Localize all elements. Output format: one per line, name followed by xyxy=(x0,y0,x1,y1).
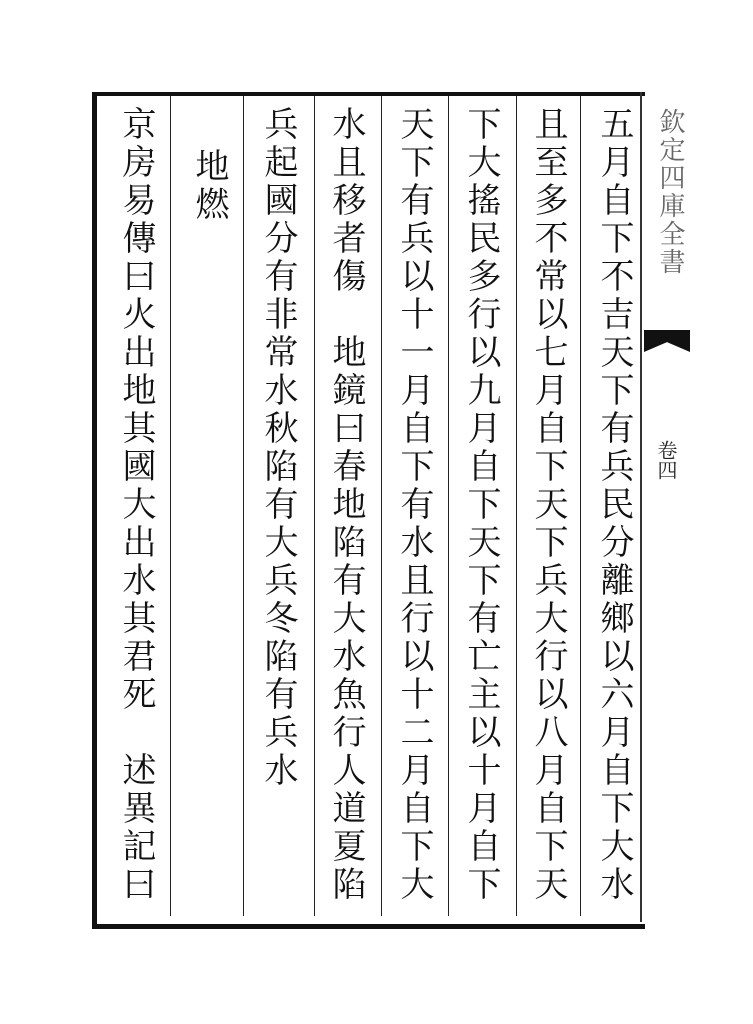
text-column-5: 水且移者傷 地鏡曰春地陷有大水魚行人道夏陷 xyxy=(326,106,366,904)
column-rule xyxy=(314,96,315,916)
column-rule xyxy=(170,96,171,916)
column-rule xyxy=(243,96,244,916)
column-rule xyxy=(381,96,382,916)
fold-margin-juan: 卷四 xyxy=(654,440,678,480)
text-column-1: 五月自下不吉天下有兵民分離鄉以六月自下大水 xyxy=(594,106,634,904)
fold-edge-line xyxy=(640,92,642,922)
column-rule xyxy=(516,96,517,916)
text-column-6: 兵起國分有非常水秋陷有大兵冬陷有兵水 xyxy=(258,106,298,790)
fold-margin-title: 欽定四庫全書 xyxy=(655,108,685,276)
column-rule xyxy=(448,96,449,916)
text-column-2: 且至多不常以七月自下天下兵大行以八月自下天 xyxy=(528,106,568,904)
section-heading-earth-fire: 地燃 xyxy=(189,110,229,224)
column-rule xyxy=(580,96,581,916)
text-column-3: 下大搖民多行以九月自下天下有亡主以十月自下 xyxy=(461,106,501,904)
text-column-4: 天下有兵以十一月自下有水且行以十二月自下大 xyxy=(394,106,434,904)
text-column-8: 京房易傳曰火出地其國大出水其君死 述異記曰 xyxy=(116,106,156,904)
fishtail-mark-icon xyxy=(644,330,690,352)
